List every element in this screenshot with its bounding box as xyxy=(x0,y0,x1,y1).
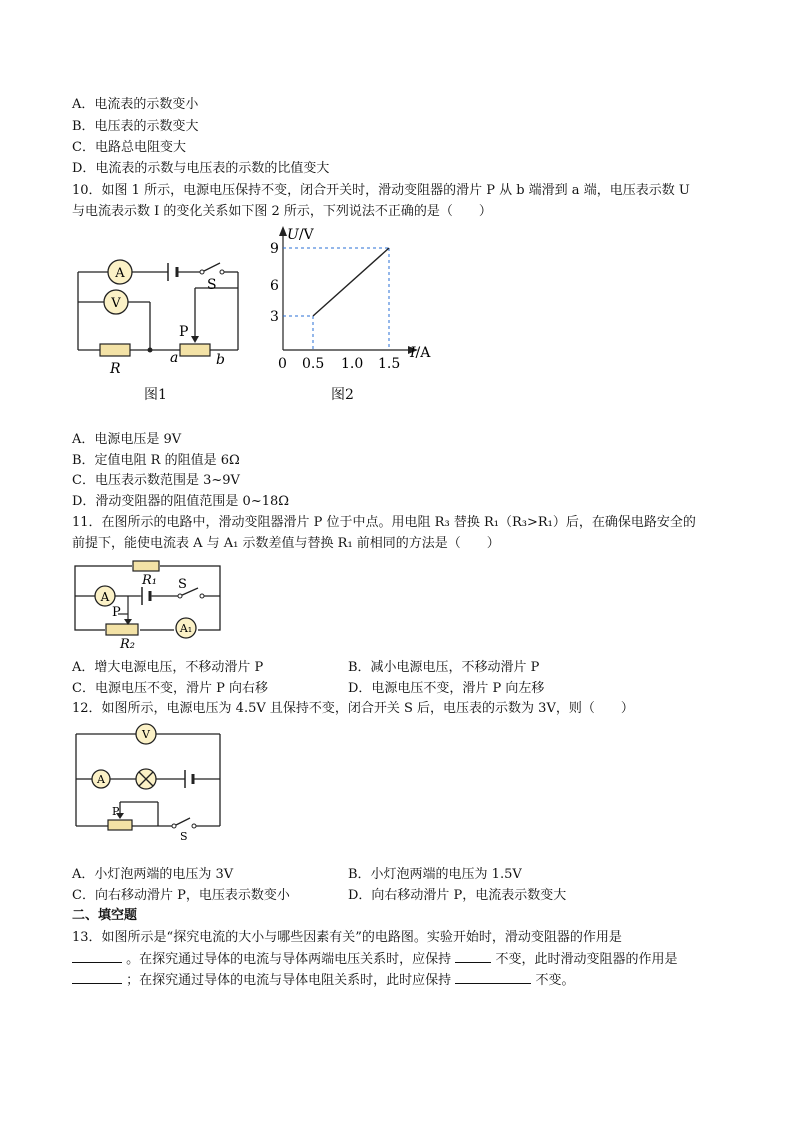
q12-figure-circuit xyxy=(70,722,230,843)
x-tick-1.5: 1.5 xyxy=(378,356,401,372)
ammeter-a1-label: A₁ xyxy=(179,622,193,635)
section-fill-blank-heading: 二、填空题 xyxy=(72,908,138,923)
q11-stem-line2: 前提下，能使电流表 A 与 A₁ 示数差值与替换 R₁ 前相同的方法是（ ） xyxy=(72,536,500,551)
x-tick-0.5: 0.5 xyxy=(302,356,325,372)
q13-line3 xyxy=(72,971,574,989)
q9-option-c: C．电路总电阻变大 xyxy=(72,140,186,155)
q10-figure1-circuit xyxy=(70,250,250,380)
q9-option-b: B．电压表的示数变大 xyxy=(72,119,199,134)
q10-figure2-graph xyxy=(270,222,440,382)
x-tick-0: 0 xyxy=(278,356,287,372)
y-tick-3: 3 xyxy=(270,309,279,325)
q12-option-b: B．小灯泡两端的电压为 1.5V xyxy=(348,867,522,882)
q11-option-b: B．减小电源电压，不移动滑片 P xyxy=(348,660,540,675)
y-tick-9: 9 xyxy=(270,241,279,257)
slider-p-label: P xyxy=(179,324,189,340)
x-tick-1.0: 1.0 xyxy=(341,356,364,372)
y-tick-6: 6 xyxy=(270,278,279,294)
q13-line2-text-a: 。在探究通过导体的电流与导体两端电压关系时，应保持 xyxy=(126,952,452,967)
q10-stem-line1: 10．如图 1 所示，电源电压保持不变，闭合开关时，滑动变阻器的滑片 P 从 b 端滑到 a 端，电压表示数 U xyxy=(72,183,690,198)
q13-blank-2[interactable] xyxy=(455,950,491,963)
q13-line3-text-a: ；在探究通过导体的电流与导体电阻关系时，此时应保持 xyxy=(126,973,452,988)
q13-blank-1[interactable] xyxy=(72,950,122,963)
q10-option-d: D．滑动变阻器的阻值范围是 0~18Ω xyxy=(72,494,290,509)
ammeter-label: A xyxy=(115,266,125,281)
q9-option-d: D．电流表的示数与电压表的示数的比值变大 xyxy=(72,161,330,176)
switch-label: S xyxy=(180,830,188,843)
r1-label: R₁ xyxy=(142,573,157,588)
switch-label: S xyxy=(207,277,217,293)
q13-blank-3[interactable] xyxy=(72,971,122,984)
figure1-caption: 图1 xyxy=(144,387,167,403)
q13-line2-text-b: 不变，此时滑动变阻器的作用是 xyxy=(495,952,678,967)
figure2-caption: 图2 xyxy=(331,387,354,403)
q11-option-c: C．电源电压不变，滑片 P 向右移 xyxy=(72,681,268,696)
q10-option-c: C．电压表示数范围是 3~9V xyxy=(72,473,240,488)
q11-option-d: D．电源电压不变，滑片 P 向左移 xyxy=(348,681,545,696)
q12-option-d: D．向右移动滑片 P，电流表示数变大 xyxy=(348,888,567,903)
q11-stem-line1: 11．在图所示的电路中，滑动变阻器滑片 P 位于中点。用电阻 R₃ 替换 R₁（R₃>R₁）后，在确保电路安全的 xyxy=(72,515,696,530)
ammeter-a-label: A xyxy=(100,590,110,604)
q9-option-a: A．电流表的示数变小 xyxy=(72,97,199,112)
slider-p-label: P xyxy=(112,605,121,620)
ammeter-label: A xyxy=(97,773,105,786)
switch-label: S xyxy=(178,577,187,592)
q13-line1: 13．如图所示是“探究电流的大小与哪些因素有关”的电路图。实验开始时，滑动变阻器的作用是 xyxy=(72,930,622,945)
y-axis-label: U/V xyxy=(287,227,314,243)
terminal-b-label: b xyxy=(216,352,225,368)
q11-option-a: A．增大电源电压，不移动滑片 P xyxy=(72,660,264,675)
voltmeter-label: V xyxy=(111,296,121,311)
q13-line2 xyxy=(72,950,677,968)
slider-p-label: P xyxy=(112,805,120,818)
r2-label: R₂ xyxy=(120,637,135,652)
q13-blank-4[interactable] xyxy=(455,971,531,984)
q10-stem-line2: 与电流表示数 I 的变化关系如下图 2 所示，下列说法不正确的是（ ） xyxy=(72,204,492,219)
terminal-a-label: a xyxy=(170,350,179,366)
q11-figure-circuit xyxy=(70,556,230,651)
x-axis-label: I/A xyxy=(410,345,431,361)
voltmeter-label: V xyxy=(142,728,150,741)
q10-option-a: A．电源电压是 9V xyxy=(72,432,182,447)
q12-option-c: C．向右移动滑片 P，电压表示数变小 xyxy=(72,888,290,903)
q12-stem: 12．如图所示，电源电压为 4.5V 且保持不变，闭合开关 S 后，电压表的示数为 3V，则（ ） xyxy=(72,701,634,716)
q13-line3-text-b: 不变。 xyxy=(535,973,575,988)
q12-option-a: A．小灯泡两端的电压为 3V xyxy=(72,867,234,882)
resistor-r-label: R xyxy=(110,361,121,377)
q10-option-b: B．定值电阻 R 的阻值是 6Ω xyxy=(72,453,240,468)
